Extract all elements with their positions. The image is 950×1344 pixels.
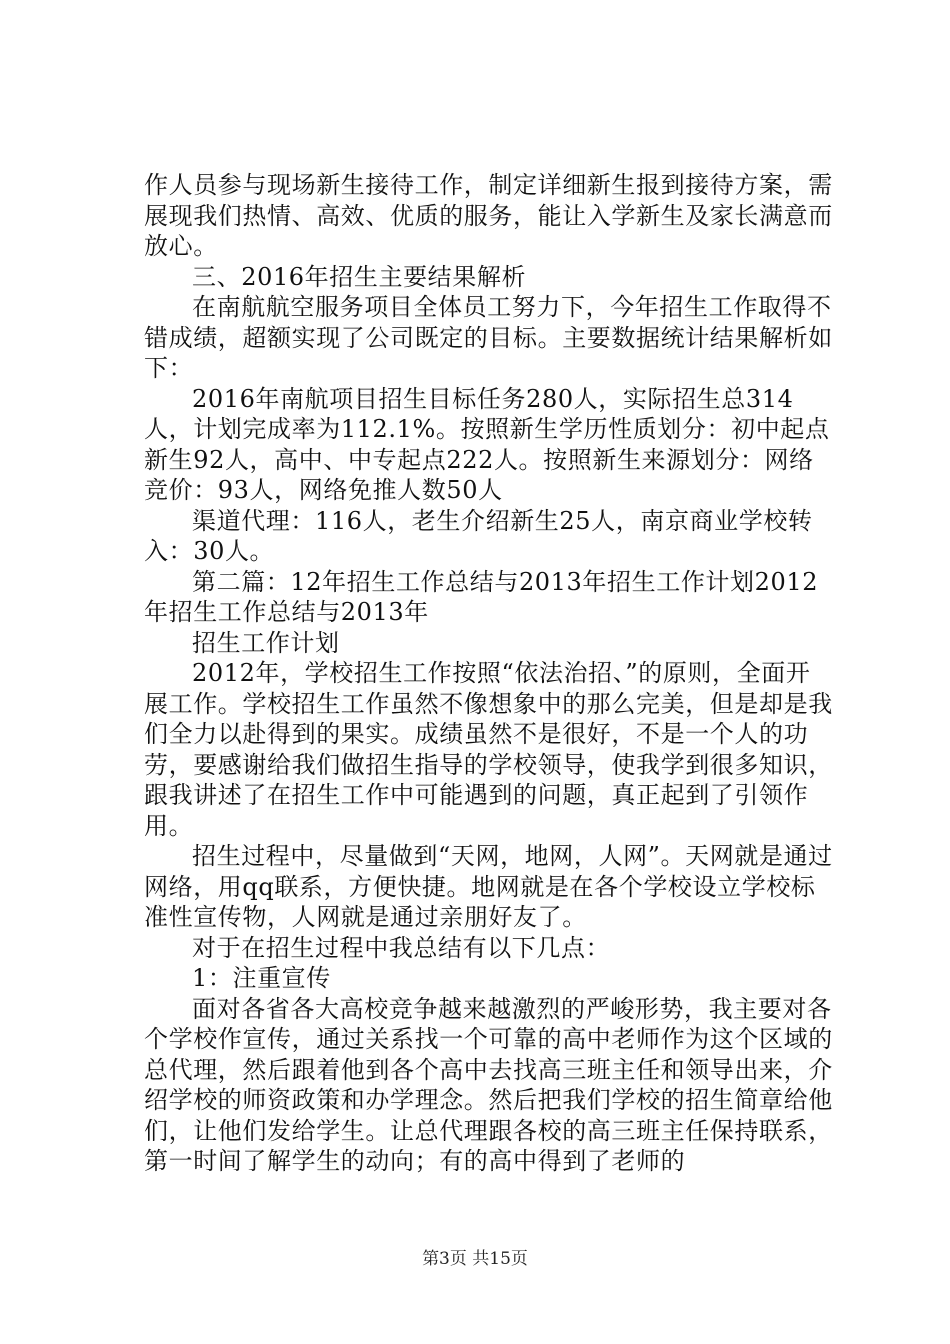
paragraph-10: 对于在招生过程中我总结有以下几点： (192, 933, 611, 962)
section-heading-results: 三、2016年招生主要结果解析 (192, 262, 527, 291)
paragraph-9: 招生过程中，尽量做到“天网，地网，人网”。天网就是通过网络，用qq联系，方便快捷。地网就是在各个学校设立学校标准性宣传物，人网就是通过亲朋好友了。 (144, 842, 833, 931)
paragraph-3: 在南航航空服务项目全体员工努力下，今年招生工作取得不错成绩，超额实现了公司既定的目标。主要数据统计结果解析如下： (144, 293, 833, 382)
page-number-footer: 第3页 共15页 (422, 1249, 528, 1269)
paragraph-8: 2012年，学校招生工作按照“依法治招、”的原则，全面开展工作。学校招生工作虽然不像想象中的那么完美，但是却是我们全力以赴得到的果实。成绩虽然不是很好，不是一个人的功劳，要感谢给我们做招生指导的学校领导，使我学到很多知识，跟我讲述了在招生工作中可能遇到的问题，真正起到了引领作用。 (144, 659, 833, 840)
paragraph-5: 渠道代理：116人，老生介绍新生25人，南京商业学校转入：30人。 (144, 506, 813, 565)
paragraph-12: 面对各省各大高校竞争越来越激烈的严峻形势，我主要对各个学校作宣传，通过关系找一个可靠的高中老师作为这个区域的总代理，然后跟着他到各个高中去找高三班主任和领导出来，介绍学校的师资政策和办学理念。然后把我们学校的招生简章给他们，让他们发给学生。让总代理跟各校的高三班主任保持联系，第一时间了解学生的动向；有的高中得到了老师的 (144, 994, 833, 1175)
paragraph-1: 作人员参与现场新生接待工作，制定详细新生报到接待方案，需展现我们热情、高效、优质的服务，能让入学新生及家长满意而放心。 (144, 171, 833, 260)
chapter-heading-continued: 招生工作计划 (192, 628, 340, 657)
list-heading-1: 1：注重宣传 (192, 964, 331, 992)
chapter-heading-part-two: 第二篇：12年招生工作总结与2013年招生工作计划2012年招生工作总结与2013年 (144, 567, 819, 626)
paragraph-4: 2016年南航项目招生目标任务280人，实际招生总314人，计划完成率为112.1%。按照新生学历性质划分：初中起点新生92人，高中、中专起点222人。按照新生来源划分：网络竞价：93人，网络免推人数50人 (144, 384, 830, 504)
document-body (144, 170, 834, 1177)
